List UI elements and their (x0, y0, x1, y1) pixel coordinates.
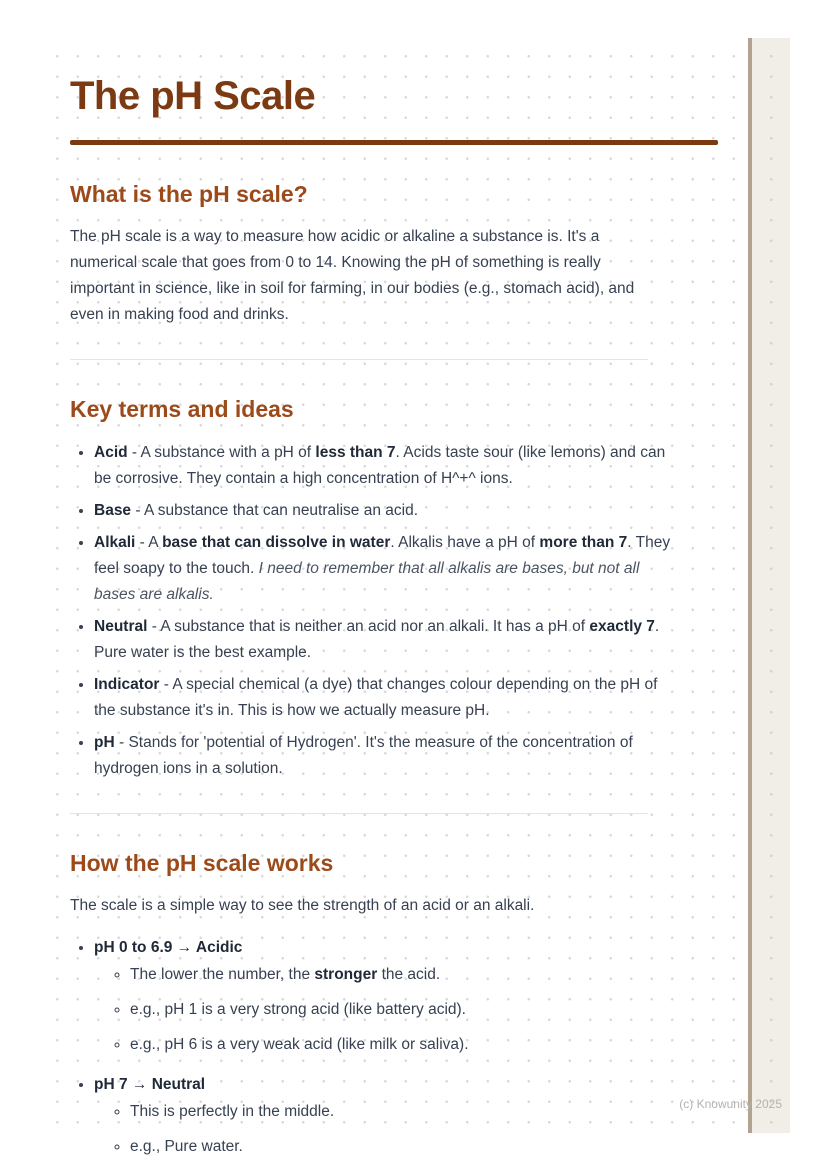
document-content (40, 38, 718, 1160)
page-title: The pH Scale (70, 74, 316, 118)
bold-text: pH 7 → Neutral (94, 1076, 206, 1093)
text-segment: - A substance that can neutralise an acid. (131, 502, 418, 519)
section-heading-what-is-ph: What is the pH scale? (70, 181, 308, 207)
sub-list-item (130, 1098, 672, 1125)
sub-list (94, 961, 672, 1058)
bold-text: Alkali (94, 534, 136, 551)
list-item (94, 530, 672, 608)
text-segment: The lower the number, the (130, 966, 315, 983)
bold-text: stronger (314, 966, 378, 983)
text-segment: . Acids taste sour (like lemons) and can be corrosive. They contain a high concentration of H^+^ ions. (94, 444, 666, 487)
what-is-ph-paragraph: The pH scale is a way to measure how acidic or alkaline a substance is. It's a numerical scale that goes from 0 to 14. Knowing the pH of something is really important in science, like in soil for farming, in our bodies (e.g., stomach acid), and even in making food and drinks. (70, 228, 635, 323)
bold-text: Neutral (94, 618, 148, 635)
page-torn-edge-decoration (748, 38, 790, 1133)
list-item (94, 935, 672, 1058)
title-underline-rule (70, 140, 718, 145)
text-segment: - A (135, 534, 163, 551)
bold-text: exactly 7 (589, 618, 655, 635)
key-terms-list (70, 440, 672, 782)
section-divider (70, 813, 648, 814)
text-segment: . They feel soapy to the touch. (94, 534, 671, 577)
how-it-works-list (70, 935, 672, 1160)
text-segment: e.g., pH 1 is a very strong acid (like battery acid). (130, 1001, 466, 1018)
sub-list (94, 1098, 672, 1160)
list-item (94, 672, 672, 724)
bold-text: less than 7 (315, 444, 396, 461)
list-item (94, 440, 672, 492)
sub-list-item (130, 1031, 672, 1058)
how-it-works-intro: The scale is a simple way to see the strength of an acid or an alkali. (70, 897, 535, 914)
text-segment: the acid. (377, 966, 441, 983)
sub-list-item (130, 961, 672, 988)
section-divider (70, 359, 648, 360)
text-segment: . Pure water is the best example. (94, 618, 660, 661)
bold-text: pH (94, 734, 115, 751)
text-segment: This is perfectly in the middle. (130, 1103, 335, 1120)
bold-text: Base (94, 502, 132, 519)
section-heading-key-terms: Key terms and ideas (70, 396, 294, 422)
text-segment: - A substance that is neither an acid nor an alkali. It has a pH of (147, 618, 590, 635)
list-item (94, 730, 672, 782)
list-item (94, 1072, 672, 1160)
bold-text: Indicator (94, 676, 160, 693)
list-item (94, 498, 672, 524)
text-segment: e.g., Pure water. (130, 1138, 243, 1155)
section-heading-how-it-works: How the pH scale works (70, 850, 334, 876)
bold-text: Acid (94, 444, 128, 461)
text-segment: - A substance with a pH of (127, 444, 316, 461)
text-segment: . Alkalis have a pH of (390, 534, 540, 551)
text-segment: - Stands for 'potential of Hydrogen'. It's the measure of the concentration of hydrogen ions in a solution. (94, 734, 633, 777)
text-segment: e.g., pH 6 is a very weak acid (like milk or saliva). (130, 1036, 469, 1053)
bold-text: base that can dissolve in water (162, 534, 391, 551)
bold-text: more than 7 (539, 534, 628, 551)
bold-text: pH 0 to 6.9 → Acidic (94, 939, 243, 956)
italic-note-text: I need to remember that all alkalis are bases, but not all bases are alkalis. (94, 560, 640, 603)
footer-credit: (c) Knowunity 2025 (679, 1097, 782, 1111)
list-item (94, 614, 672, 666)
text-segment: - A special chemical (a dye) that changes colour depending on the pH of the substance it's in. This is how we actually measure pH. (94, 676, 658, 719)
sub-list-item (130, 1133, 672, 1160)
sub-list-item (130, 996, 672, 1023)
note-page (40, 38, 790, 1155)
